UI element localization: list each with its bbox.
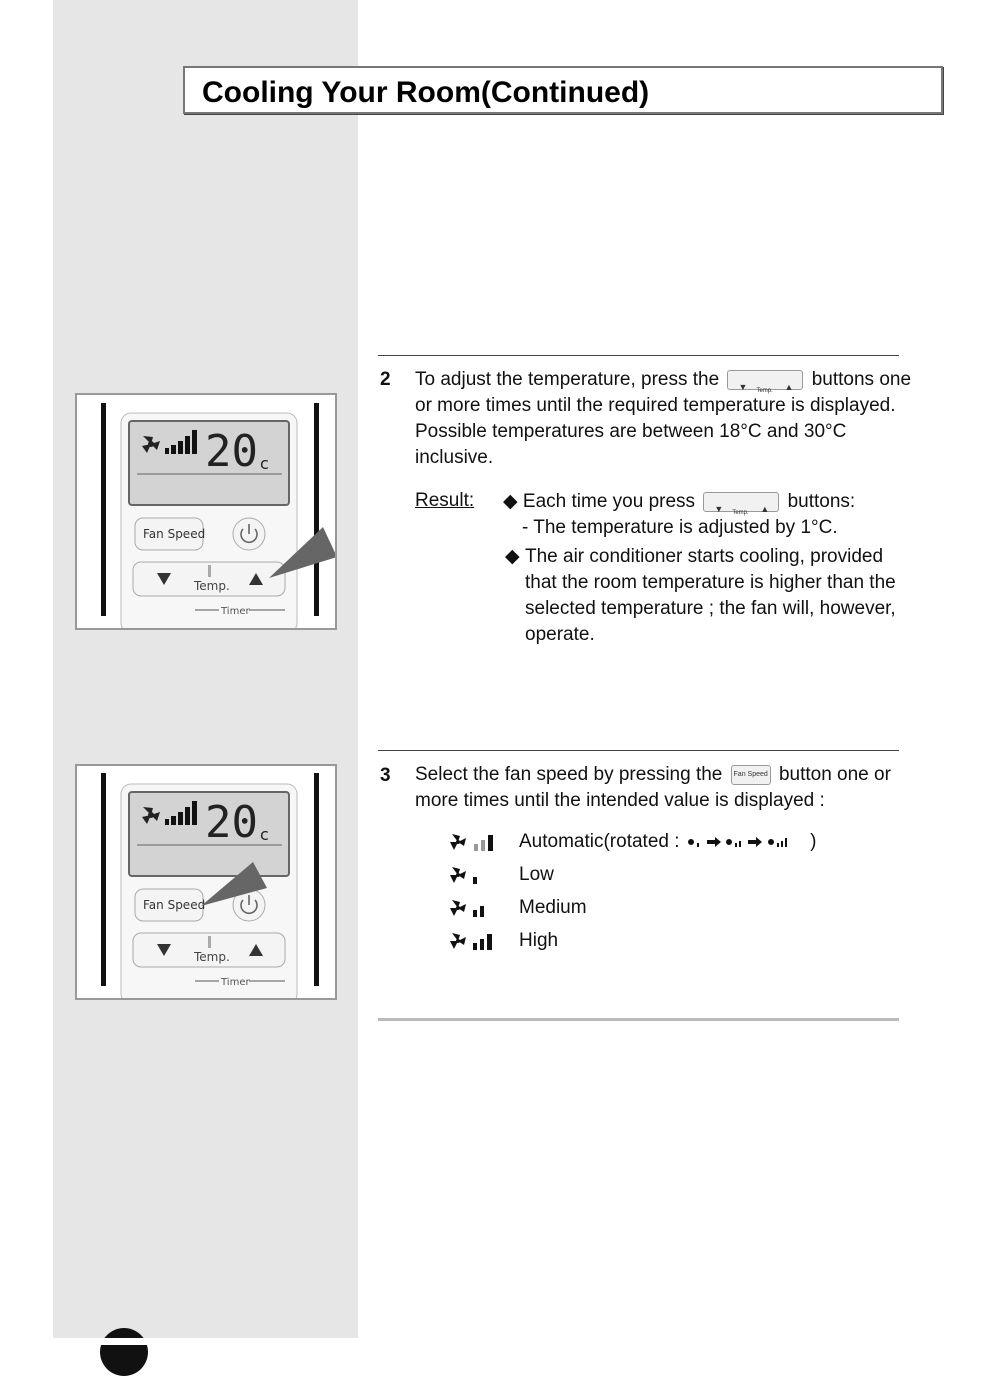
down-triangle-icon: ▼ xyxy=(714,503,724,514)
bullet2-line4: operate. xyxy=(525,624,595,645)
inline-temp-buttons-2 xyxy=(703,492,779,516)
step2-line1: To adjust the temperature, press the xyxy=(415,369,720,390)
remote-illustration-temp xyxy=(75,393,337,630)
bullet1-text-a: Each time you press xyxy=(522,491,696,512)
fan-speed-auto-row xyxy=(447,829,817,859)
remote-edge-left xyxy=(101,773,106,986)
lcd-unit: c xyxy=(260,454,269,473)
end-divider xyxy=(378,1018,899,1021)
inline-temp-label: Temp. xyxy=(756,387,773,394)
step3-line1a: Select the fan speed by pressing the xyxy=(415,764,723,785)
remote-edge-right xyxy=(314,773,319,986)
fan-medium-icon xyxy=(447,895,497,921)
bullet1 xyxy=(503,489,855,515)
page-margin xyxy=(0,0,53,1345)
fan-speed-low-row xyxy=(447,862,554,892)
inline-fan-speed-button: Fan Speed xyxy=(731,765,771,785)
step2-number: 2 xyxy=(380,369,391,390)
page-bottom-edge xyxy=(0,1338,1000,1345)
inline-temp-buttons xyxy=(727,370,803,394)
up-triangle-icon: ▲ xyxy=(760,503,770,514)
lcd-temp-value: 20 xyxy=(205,797,258,848)
thermometer-icon xyxy=(208,936,211,948)
fan-low-icon xyxy=(447,862,497,888)
step2-divider xyxy=(378,355,899,356)
fan-auto-text: Automatic(rotated : xyxy=(519,831,680,852)
step3-line2: more times until the intended value is displayed : xyxy=(415,790,825,811)
temp-pad-label: Temp. xyxy=(194,950,230,964)
bullet2-line3: selected temperature ; the fan will, however, xyxy=(525,598,896,619)
fan-speed-high-row xyxy=(447,928,559,958)
bullet2-line2: that the room temperature is higher than the xyxy=(525,572,896,593)
fan-auto-label xyxy=(519,831,816,853)
diamond-bullet-icon: ◆ xyxy=(505,546,520,567)
step3-text xyxy=(415,762,905,814)
bullet2-diamond xyxy=(505,544,520,570)
step2-line3: Possible temperatures are between 18°C and 30°C xyxy=(415,421,847,442)
bullet1-text-b: buttons: xyxy=(787,491,856,512)
left-sidebar xyxy=(53,0,358,1345)
lcd-unit: c xyxy=(260,825,269,844)
fan-low-label: Low xyxy=(519,864,554,885)
up-triangle-icon: ▲ xyxy=(784,381,794,392)
temp-pad-label: Temp. xyxy=(194,579,230,593)
step2-line2: or more times until the required temperature is displayed. xyxy=(415,395,896,416)
lcd-temp-value: 20 xyxy=(205,426,258,477)
fan-auto-close: ) xyxy=(810,831,817,852)
fan-auto-icon xyxy=(447,829,497,855)
fan-medium-label: Medium xyxy=(519,897,587,918)
down-triangle-icon: ▼ xyxy=(738,381,748,392)
fan-speed-button-label: Fan Speed xyxy=(143,898,206,912)
inline-temp-label-2: Temp. xyxy=(732,509,749,516)
step2-line4: inclusive. xyxy=(415,447,494,468)
timer-label: Timer xyxy=(221,977,250,988)
fan-speed-medium-row xyxy=(447,895,587,925)
page-number-badge xyxy=(100,1328,148,1376)
remote-illustration-fan xyxy=(75,764,337,1000)
diamond-bullet-icon: ◆ xyxy=(503,491,518,512)
fan-rotation-sequence-icon xyxy=(685,834,805,850)
fan-high-icon xyxy=(447,928,497,954)
bullet2-line1: The air conditioner starts cooling, provided xyxy=(525,546,884,567)
step2-text xyxy=(415,367,912,471)
bullet1-sub: - The temperature is adjusted by 1°C. xyxy=(522,517,838,538)
timer-label: Timer xyxy=(221,606,250,617)
fan-speed-button-label: Fan Speed xyxy=(143,527,206,541)
thermometer-icon xyxy=(208,565,211,577)
remote-edge-right xyxy=(314,403,319,616)
page-title: Cooling Your Room(Continued) xyxy=(202,76,650,109)
fan-high-label: High xyxy=(519,930,559,951)
bullet2-text xyxy=(525,544,896,648)
result-label: Result: xyxy=(415,490,475,511)
step3-number: 3 xyxy=(380,765,391,786)
step3-divider xyxy=(378,750,899,751)
section-title-box xyxy=(183,66,943,114)
step2-line1b: buttons one xyxy=(811,369,912,390)
remote-edge-left xyxy=(101,403,106,616)
step3-line1b: button one or xyxy=(778,764,891,785)
